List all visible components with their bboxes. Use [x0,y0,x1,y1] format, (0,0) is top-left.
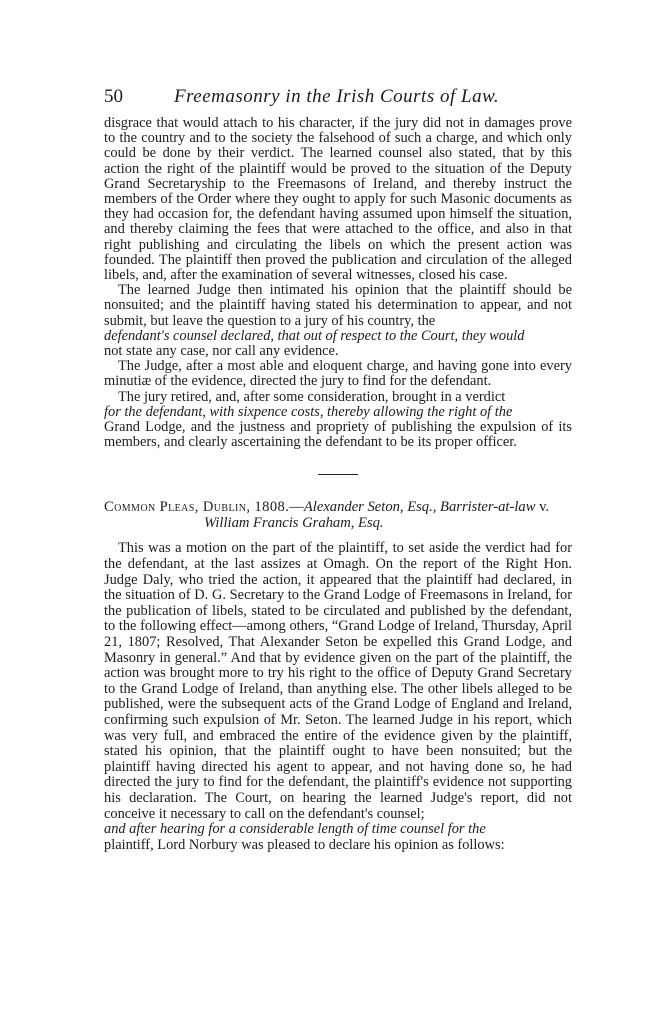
paragraph: disgrace that would attach to his character, if the jury did not in damages prove to the country and to the society the falsehood of such a charge, and which only could be done by their verdict. The learned counsel also stated, that by this action the right of the plaintiff would be proved to the situation of the Deputy Grand Secretaryship to the Freemasons of Ireland, and thereby instruct the members of the Order where they ought to apply for such Masonic documents as they had occasion for, the defendant having assumed upon himself the situation, and thereby claiming the fees that were attached to the office, and also in that right publishing and circulating the libels on which the present action was founded. The plaintiff then proved the publication and circulation of the alleged libels, and, after the examination of several witnesses, closed his case. [104,115,572,284]
paragraph-line: The jury retired, and, after some consideration, brought in a verdict [118,388,506,405]
paragraph-line: and after hearing for a considerable length of time counsel for the [104,821,486,838]
case-heading [104,499,572,531]
paragraph: The learned Judge then intimated his opinion that the plaintiff should be nonsuited; and the plaintiff having stated his determination to appear, and not submit, but leave the question to a jury of his country, the [104,282,572,329]
defendant-name: William Francis Graham, Esq. [204,515,384,532]
section-one-text [104,116,572,450]
paragraph-line: plaintiff, Lord Norbury was pleased to declare his opinion as follows: [104,836,505,853]
running-title: Freemasonry in the Irish Courts of Law. [174,86,500,107]
em-dash: — [289,499,304,516]
paragraph-line: for the defendant, with sixpence costs, thereby allowing the right of the [104,403,513,420]
plaintiff-name: Alexander Seton, Esq., Barrister-at-law [303,499,536,516]
court-and-date: Common Pleas, Dublin, 1808. [104,499,290,516]
section-two-text [104,541,572,853]
section-divider [318,474,358,475]
page-number: 50 [104,86,123,107]
paragraph-line: not state any case, nor call any evidence. [104,343,339,360]
versus: v. [535,499,550,516]
paragraph-line: defendant's counsel declared, that out of respect to the Court, they would [104,327,525,344]
paragraph: This was a motion on the part of the plaintiff, to set aside the verdict had for the defendant, at the last assizes at Omagh. On the report of the Right Hon. Judge Daly, who tried the action, it appeared that the plaintiff had declared, in the situation of D. G. Secretary to the Grand Lodge of Freemasons in Ireland, for the publication of libels, stated to be circulated and published by the defendant, to the following effect—among others, “Grand Lodge of Ireland, Thursday, April 21, 1807; Resolved, That Alexander Seton be expelled this Grand Lodge, and Masonry in general.” And that by evidence given on the part of the plaintiff, the action was brought more to try his right to the office of Deputy Grand Secretary to the Grand Lodge of Ireland, than anything else. The other libels alleged to be published, were the subsequent acts of the Grand Lodge of England and Ireland, confirming such expulsion of Mr. Seton. The learned Judge in his report, which was very full, and embraced the entire of the evidence given by the plaintiff, stated his opinion, that the plaintiff ought to have been nonsuited; but the plaintiff having directed his agent to appear, and not having done so, he had directed the jury to find for the defendant, the plaintiff's evidence not supporting his declaration. The Court, on hearing the learned Judge's report, did not conceive it necessary to call on the defendant's counsel; [104,540,572,822]
paragraph: The Judge, after a most able and eloquent charge, and having gone into every minutiæ of the evidence, directed the jury to find for the defendant. [104,358,572,390]
book-page [104,86,572,853]
paragraph: Grand Lodge, and the justness and propriety of publishing the expulsion of its members, and clearly ascertaining the defendant to be its proper officer. [104,419,572,451]
page-header [104,86,572,116]
